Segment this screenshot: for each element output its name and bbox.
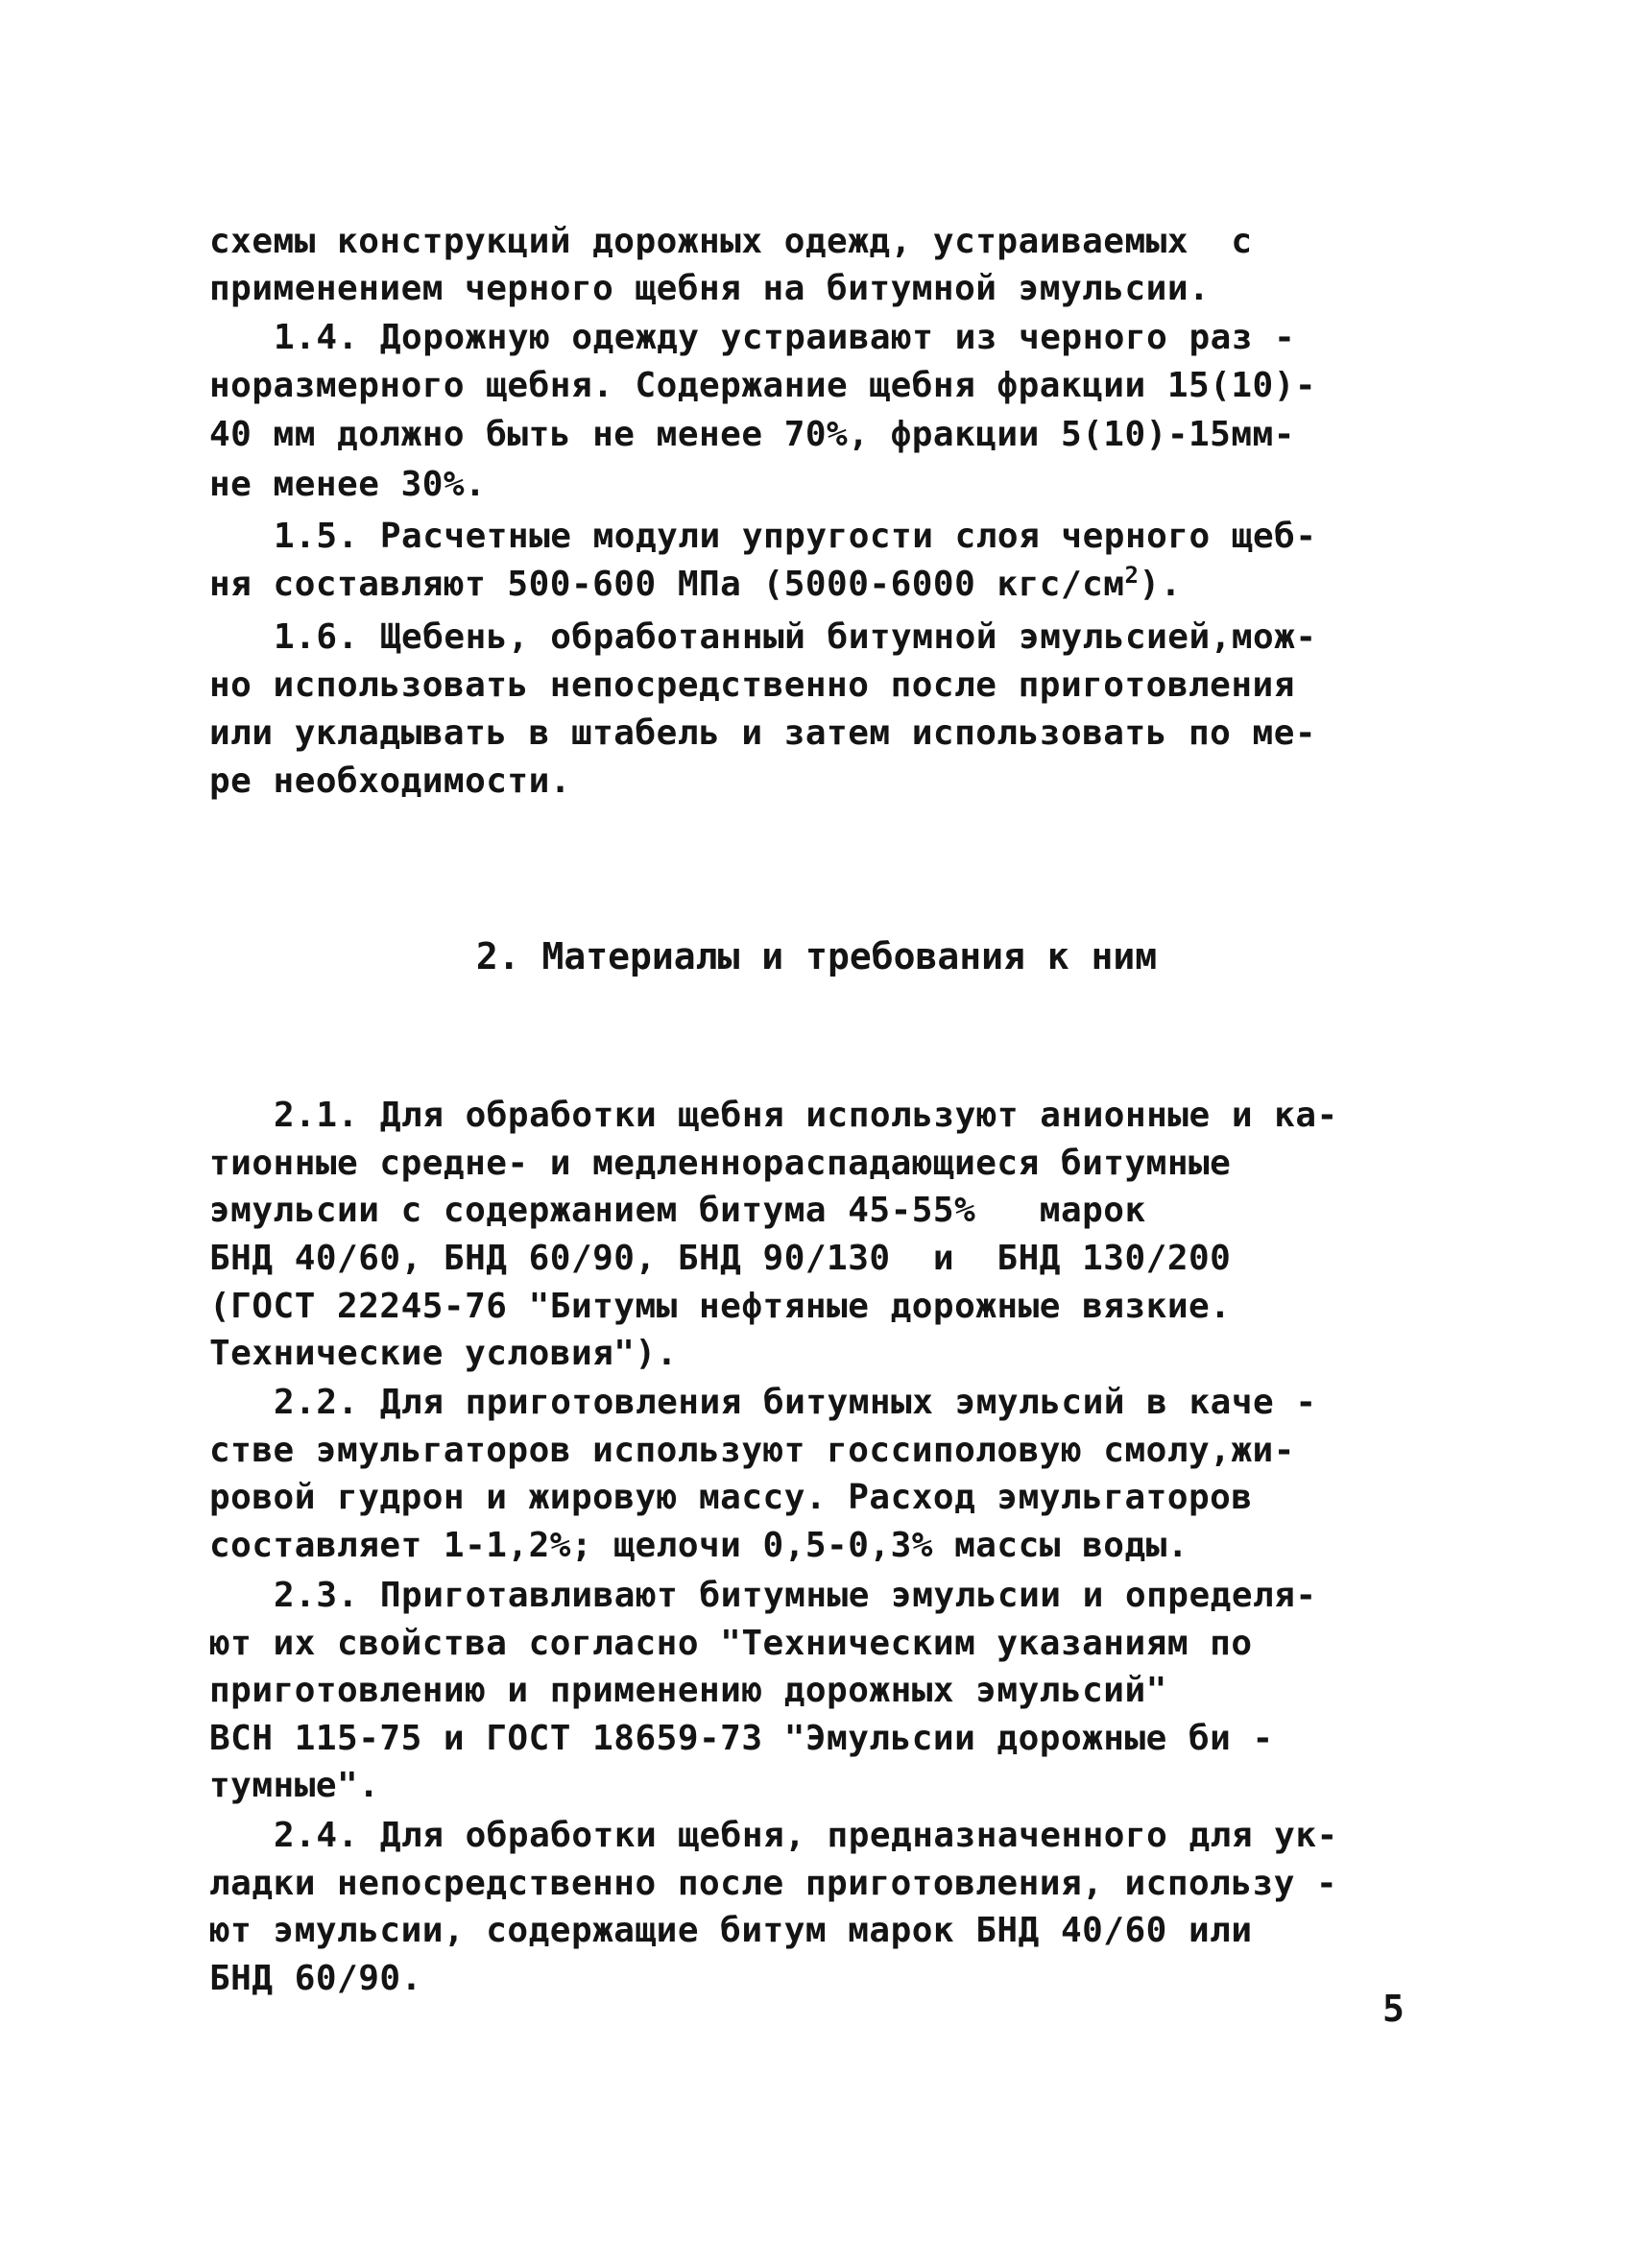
text-line: но использовать непосредственно после приготовления xyxy=(209,665,1295,705)
text-line: ют эмульсии, содержащие битум марок БНД 40/60 или xyxy=(209,1911,1253,1950)
text-line: 2.2. Для приготовления битумных эмульсий в каче - xyxy=(274,1383,1317,1422)
text-segment: ня составляют 500-600 МПа (5000-6000 кгс/см xyxy=(209,565,1125,604)
text-line: Технические условия"). xyxy=(209,1334,678,1373)
text-line: ладки непосредственно после приготовления, использу - xyxy=(209,1864,1338,1903)
text-line: приготовлению и применению дорожных эмульсий" xyxy=(209,1671,1167,1710)
text-segment: ). xyxy=(1139,565,1182,604)
text-line: ют их свойства согласно "Техническим указаниям по xyxy=(209,1624,1253,1663)
text-line: 2.1. Для обработки щебня используют анионные и ка- xyxy=(274,1096,1338,1135)
text-line: не менее 30%. xyxy=(209,465,487,504)
text-line: БНД 40/60, БНД 60/90, БНД 90/130 и БНД 130/200 xyxy=(209,1239,1232,1278)
text-line: (ГОСТ 22245-76 "Битумы нефтяные дорожные вязкие. xyxy=(209,1287,1232,1326)
text-line: схемы конструкций дорожных одежд, устраиваемых с xyxy=(209,222,1253,261)
text-line: 1.6. Щебень, обработанный битумной эмульсией,мож- xyxy=(274,617,1317,657)
text-line: применением черного щебня на битумной эмульсии. xyxy=(209,269,1211,308)
section-heading: 2. Материалы и требования к ним xyxy=(475,935,1158,977)
text-line: стве эмульгаторов используют госсиполовую смолу,жи- xyxy=(209,1431,1295,1470)
text-line: тионные средне- и медленнораспадающиеся битумные xyxy=(209,1144,1232,1183)
text-line: БНД 60/90. xyxy=(209,1959,422,1998)
text-line: 2.4. Для обработки щебня, предназначенного для ук- xyxy=(274,1816,1338,1855)
text-line: 1.4. Дорожную одежду устраивают из черного раз - xyxy=(274,318,1296,357)
text-line: 40 мм должно быть не менее 70%, фракции 5(10)-15мм- xyxy=(209,415,1295,454)
text-line: 1.5. Расчетные модули упругости слоя черного щеб- xyxy=(274,517,1317,556)
page-number: 5 xyxy=(1382,1988,1405,2030)
text-line: норазмерного щебня. Содержание щебня фракции 15(10)- xyxy=(209,366,1317,405)
text-line: составляет 1-1,2%; щелочи 0,5-0,3% массы воды. xyxy=(209,1526,1189,1565)
text-line: 2.3. Приготавливают битумные эмульсии и определя- xyxy=(274,1576,1317,1615)
text-line: ровой гудрон и жировую массу. Расход эмульгаторов xyxy=(209,1478,1253,1517)
text-line: или укладывать в штабель и затем использовать по ме- xyxy=(209,713,1317,753)
text-line xyxy=(209,562,1448,608)
text-line: эмульсии с содержанием битума 45-55% марок xyxy=(209,1191,1146,1230)
text-line: тумные". xyxy=(209,1766,380,1805)
text-line: ВСН 115-75 и ГОСТ 18659-73 "Эмульсии дорожные би - xyxy=(209,1719,1274,1758)
text-line: ре необходимости. xyxy=(209,761,571,801)
superscript: 2 xyxy=(1124,562,1140,589)
